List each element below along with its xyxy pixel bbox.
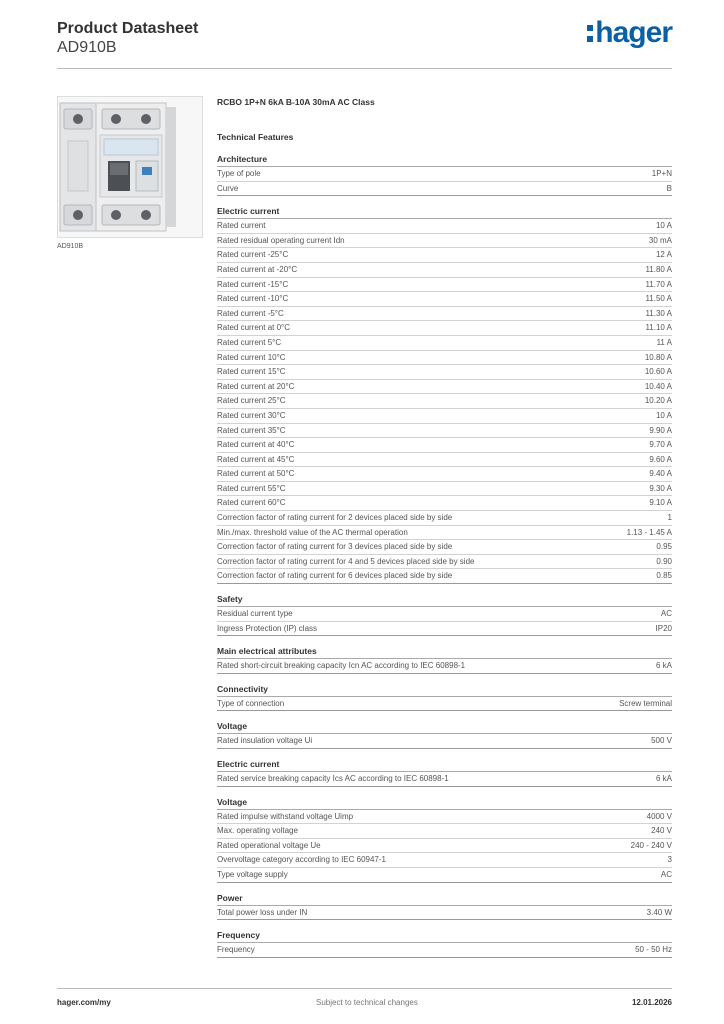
row-label: Ingress Protection (IP) class [217, 623, 318, 633]
row-value: 240 V [651, 826, 672, 836]
table-row [217, 365, 672, 380]
row-value: 11.30 A [645, 308, 672, 318]
row-label: Rated current at 20°C [217, 381, 295, 391]
feature-section [217, 795, 672, 883]
row-value: 10.80 A [644, 352, 672, 362]
table-row [217, 540, 672, 555]
row-label: Rated current 30°C [217, 410, 286, 420]
feature-section [217, 644, 672, 674]
table-row [217, 772, 672, 787]
row-value: 10.20 A [644, 396, 672, 406]
row-label: Rated current 55°C [217, 483, 286, 493]
row-value: 9.70 A [649, 440, 672, 450]
row-value: 1 [667, 513, 672, 523]
product-reference: AD910B [57, 39, 117, 56]
row-label: Type of connection [217, 698, 285, 708]
table-row [217, 307, 672, 322]
rcbo-device-icon [58, 97, 202, 237]
section-title: Architecture [217, 152, 672, 167]
row-value: 10.40 A [644, 381, 672, 391]
row-value: 6 kA [655, 774, 672, 783]
row-value: 11.50 A [645, 294, 672, 304]
row-value: 3 [667, 855, 672, 865]
footer-date: 12.01.2026 [631, 998, 672, 1007]
row-label: Rated current 5°C [217, 337, 282, 347]
table-row [217, 824, 672, 839]
row-value: 0.95 [656, 542, 672, 552]
table-row [217, 438, 672, 453]
feature-section [217, 592, 672, 636]
table-row [217, 380, 672, 395]
table-row [217, 278, 672, 293]
row-label: Rated service breaking capacity Ics AC according to IEC 60898-1 [217, 774, 449, 783]
row-label: Rated current 25°C [217, 396, 286, 406]
row-value: 9.60 A [649, 454, 672, 464]
row-value: 9.30 A [649, 483, 672, 493]
row-label: Total power loss under IN [217, 907, 308, 917]
table-row [217, 292, 672, 307]
row-label: Type of pole [217, 169, 261, 178]
row-value: 11.70 A [645, 279, 672, 289]
technical-features-title: Technical Features [217, 132, 294, 142]
table-row [217, 853, 672, 868]
row-label: Rated current 35°C [217, 425, 286, 435]
table-row [217, 511, 672, 526]
footer-website[interactable]: hager.com/my [57, 998, 111, 1007]
table-row [217, 482, 672, 497]
table-row [217, 424, 672, 439]
table-row [217, 659, 672, 674]
table-row [217, 321, 672, 336]
row-label: Correction factor of rating current for 2 devices placed side by side [217, 513, 453, 523]
table-row [217, 467, 672, 482]
table-row [217, 167, 672, 182]
row-value: 12 A [655, 250, 672, 260]
feature-section [217, 152, 672, 196]
image-caption: AD910B [57, 243, 84, 250]
row-label: Rated residual operating current Idn [217, 235, 345, 245]
table-row [217, 219, 672, 234]
row-value: 9.40 A [649, 469, 672, 479]
row-label: Type voltage supply [217, 869, 288, 879]
row-label: Rated current at 50°C [217, 469, 295, 479]
page-header [57, 16, 672, 68]
table-row [217, 697, 672, 712]
section-title: Voltage [217, 795, 672, 810]
row-value: 10 A [655, 221, 672, 231]
row-label: Rated current at -20°C [217, 264, 298, 274]
feature-section [217, 682, 672, 712]
feature-section [217, 928, 672, 958]
row-value: 11.80 A [645, 264, 672, 274]
row-label: Rated current at 0°C [217, 323, 291, 333]
table-row [217, 526, 672, 541]
row-label: Residual current type [217, 609, 293, 619]
row-label: Overvoltage category according to IEC 60947-1 [217, 855, 386, 865]
table-row [217, 839, 672, 854]
row-label: Rated current -15°C [217, 279, 289, 289]
section-title: Voltage [217, 719, 672, 734]
row-value: 3.40 W [646, 907, 672, 917]
hager-logo [587, 16, 672, 50]
table-row [217, 868, 672, 883]
row-value: 11.10 A [645, 323, 672, 333]
row-label: Correction factor of rating current for 4 and 5 devices placed side by side [217, 556, 475, 566]
section-title: Connectivity [217, 682, 672, 697]
table-row [217, 607, 672, 622]
row-value: 1P+N [651, 169, 672, 178]
table-row [217, 234, 672, 249]
table-row [217, 453, 672, 468]
row-value: 0.85 [656, 571, 672, 581]
table-row [217, 906, 672, 921]
feature-section [217, 719, 672, 749]
table-row [217, 182, 672, 197]
row-value: 0.90 [656, 556, 672, 566]
feature-section [217, 757, 672, 787]
section-title: Power [217, 891, 672, 906]
row-value: 4000 V [646, 811, 672, 821]
row-value: 10.60 A [644, 367, 672, 377]
feature-section [217, 204, 672, 584]
row-label: Correction factor of rating current for 6 devices placed side by side [217, 571, 453, 581]
row-value: AC [660, 609, 672, 619]
table-row [217, 409, 672, 424]
row-value: 30 mA [648, 235, 672, 245]
row-label: Rated current -10°C [217, 294, 289, 304]
table-row [217, 394, 672, 409]
section-title: Electric current [217, 757, 672, 772]
datasheet-content [217, 95, 672, 966]
row-value: AC [660, 869, 672, 879]
row-label: Rated current 15°C [217, 367, 286, 377]
row-label: Frequency [217, 945, 255, 955]
row-label: Rated impulse withstand voltage Uimp [217, 811, 354, 821]
table-row [217, 943, 672, 958]
table-row [217, 336, 672, 351]
table-row [217, 734, 672, 749]
section-title: Frequency [217, 928, 672, 943]
row-label: Correction factor of rating current for 3 devices placed side by side [217, 542, 453, 552]
feature-sections [217, 152, 672, 958]
table-row [217, 555, 672, 570]
row-value: 50 - 50 Hz [635, 945, 672, 955]
row-label: Rated insulation voltage Ui [217, 736, 313, 746]
row-label: Rated current at 45°C [217, 454, 295, 464]
row-label: Rated current at 40°C [217, 440, 295, 450]
section-title: Main electrical attributes [217, 644, 672, 659]
row-value: 11 A [656, 337, 672, 347]
row-value: 500 V [651, 736, 672, 746]
header-divider [57, 68, 672, 69]
product-photo [57, 96, 203, 238]
row-label: Rated current -5°C [217, 308, 284, 318]
table-row [217, 810, 672, 825]
row-value: 9.10 A [649, 498, 672, 508]
row-label: Rated current [217, 221, 266, 231]
logo-wordmark: hager [595, 16, 672, 49]
doc-title: Product Datasheet [57, 20, 199, 37]
section-title: Electric current [217, 204, 672, 219]
row-value: 1.13 - 1.45 A [626, 527, 672, 537]
row-value: IP20 [655, 623, 672, 633]
footer-divider [57, 988, 672, 989]
section-title: Safety [217, 592, 672, 607]
row-value: 9.90 A [649, 425, 672, 435]
footer-disclaimer: Subject to technical changes [316, 998, 418, 1007]
row-value: 6 kA [655, 661, 672, 671]
table-row [217, 248, 672, 263]
row-value: B [666, 183, 672, 193]
table-row [217, 263, 672, 278]
row-label: Rated short-circuit breaking capacity Icn AC according to IEC 60898-1 [217, 661, 466, 671]
table-row [217, 622, 672, 637]
table-row [217, 351, 672, 366]
row-label: Rated current 60°C [217, 498, 286, 508]
table-row [217, 569, 672, 584]
row-label: Curve [217, 183, 239, 193]
row-value: 240 - 240 V [630, 840, 672, 850]
row-label: Min./max. threshold value of the AC thermal operation [217, 527, 408, 537]
row-label: Rated current -25°C [217, 250, 289, 260]
row-label: Rated current 10°C [217, 352, 286, 362]
feature-section [217, 891, 672, 921]
table-row [217, 496, 672, 511]
row-label: Max. operating voltage [217, 826, 298, 836]
row-label: Rated operational voltage Ue [217, 840, 321, 850]
row-value: Screw terminal [619, 698, 672, 708]
logo-dots-icon [587, 24, 593, 44]
row-value: 10 A [655, 410, 672, 420]
product-name: RCBO 1P+N 6kA B-10A 30mA AC Class [217, 97, 375, 107]
